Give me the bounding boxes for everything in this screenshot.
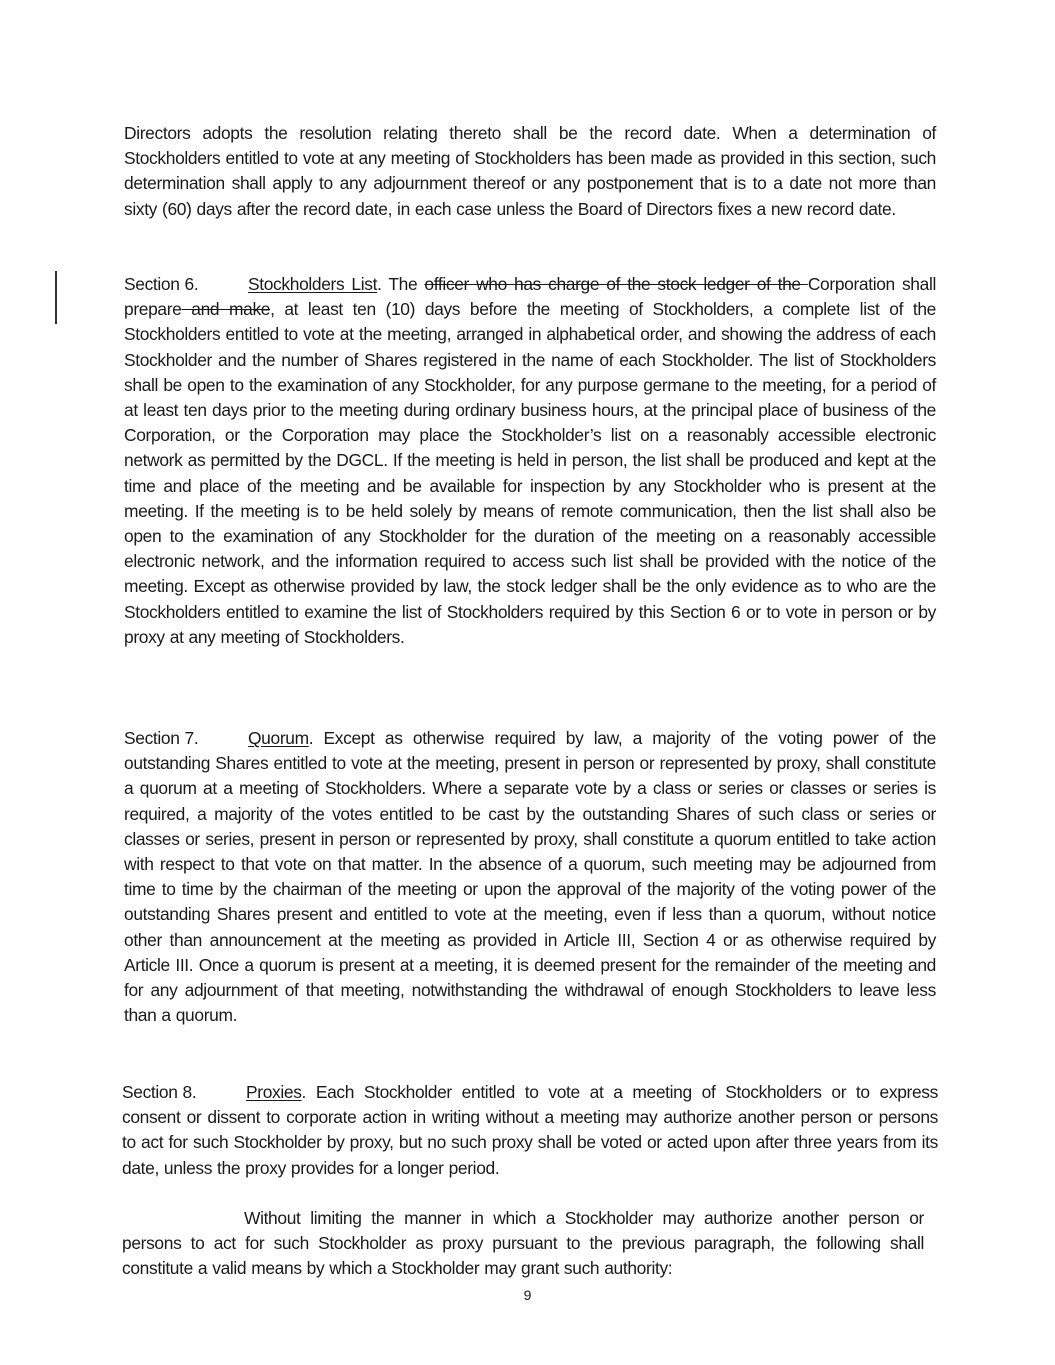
section-6-paragraph (124, 272, 936, 650)
page-number: 9 (523, 1287, 532, 1303)
section-text: . The (377, 274, 425, 294)
section-text: , at least ten (10) days before the meeting of Stockholders, a complete list of the Stockholders entitled to vote at the meeting, arranged in alphabetical order, and showing the address of each Stockholder and the number of Shares registered in the name of each Stockholder. The list of Stockholders shall be open to the examination of any Stockholder, for any purpose germane to the meeting, for a period of at least ten days prior to the meeting during ordinary business hours, at the principal place of business of the Corporation, or the Corporation may place the Stockholder’s list on a reasonably accessible electronic network as permitted by the DGCL. If the meeting is held in person, the list shall be produced and kept at the time and place of the meeting and be available for inspection by any Stockholder who is present at the meeting. If the meeting is to be held solely by means of remote communication, then the list shall also be open to the examination of any Stockholder for the duration of the meeting on a reasonably accessible electronic network, and the information required to access such list shall be provided with the notice of the meeting. Except as otherwise provided by law, the stock ledger shall be the only evidence as to who are the Stockholders entitled to examine the list of Stockholders required by this Section 6 or to vote in person or by proxy at any meeting of Stockholders. (124, 299, 936, 647)
paragraph-record-date-continuation (124, 121, 936, 222)
section-heading: Stockholders List (248, 274, 378, 294)
section-heading: Proxies (246, 1082, 302, 1102)
paragraph-text: Without limiting the manner in which a Stockholder may authorize another person or persons to act for such Stockholder as proxy pursuant to the previous paragraph, the following shall constitute a valid means by which a Stockholder may grant such authority: (122, 1208, 924, 1279)
paragraph-text: Directors adopts the resolution relating thereto shall be the record date. When a determination of Stockholders entitled to vote at any meeting of Stockholders has been made as provided in this section, such determination shall apply to any adjournment thereof or any postponement that is to a date not more than sixty (60) days after the record date, in each case unless the Board of Directors fixes a new record date. (124, 123, 936, 219)
revision-change-bar (55, 271, 57, 324)
deleted-text: and make (181, 299, 271, 320)
section-number: Section 6. (124, 274, 199, 294)
deleted-text: officer who has charge of the stock ledger of the (424, 274, 808, 294)
section-text: . Except as otherwise required by law, a majority of the voting power of the outstanding Shares entitled to vote at the meeting, present in person or represented by proxy, shall constitute a quorum at a meeting of Stockholders. Where a separate vote by a class or series or classes or series is required, a majority of the votes entitled to be cast by the outstanding Shares of such class or series or classes or series, present in person or represented by proxy, shall constitute a quorum entitled to take action with respect to that vote on that matter. In the absence of a quorum, such meeting may be adjourned from time to time by the chairman of the meeting or upon the approval of the majority of the voting power of the outstanding Shares present and entitled to vote at the meeting, even if less than a quorum, without notice other than announcement at the meeting as provided in Article III, Section 4 or as otherwise required by Article III. Once a quorum is present at a meeting, it is deemed present for the remainder of the meeting and for any adjournment of that meeting, notwithstanding the withdrawal of enough Stockholders to leave less than a quorum. (124, 728, 936, 1026)
section-text: . Each Stockholder entitled to vote at a meeting of Stockholders or to express consent or dissent to corporate action in writing without a meeting may authorize another person or persons to act for such Stockholder by proxy, but no such proxy shall be voted or acted upon after three years from its date, unless the proxy provides for a longer period. (122, 1082, 938, 1178)
section-8-paragraph (122, 1080, 938, 1181)
proxy-authority-paragraph (122, 1206, 924, 1282)
section-number: Section 7. (124, 728, 199, 748)
section-number: Section 8. (122, 1082, 197, 1102)
section-text: Corporation shall prepare (124, 274, 936, 320)
section-heading: Quorum (248, 728, 309, 748)
section-7-paragraph (124, 726, 936, 1028)
